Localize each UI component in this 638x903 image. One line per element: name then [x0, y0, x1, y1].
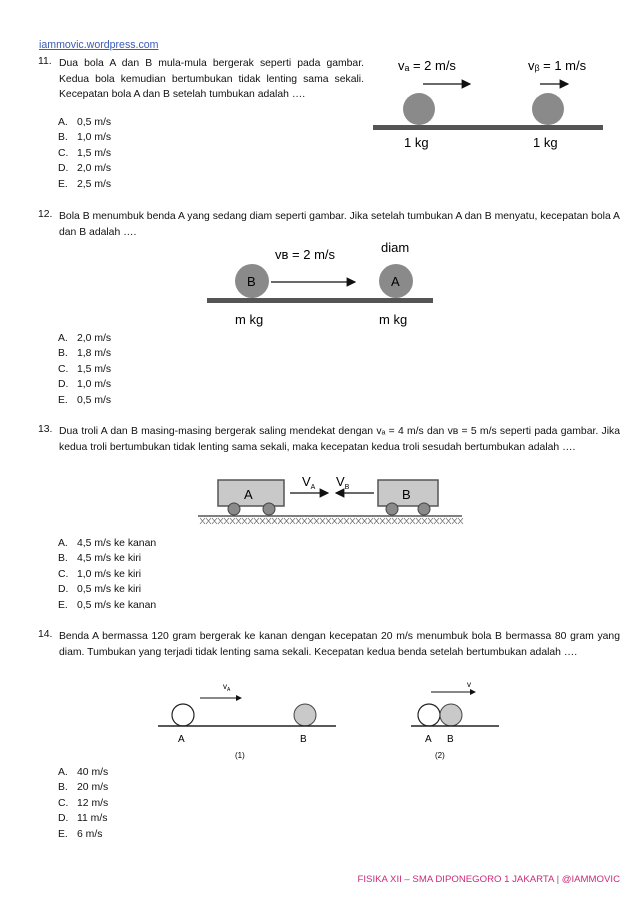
options-14 — [58, 765, 108, 842]
velocity-b-label: vʙ = 2 m/s — [275, 247, 336, 262]
ball-b — [532, 93, 564, 125]
figure-q11 — [368, 52, 608, 152]
option[interactable]: C. 1,0 m/s ke kiri — [58, 568, 142, 580]
question-number: 11. — [38, 56, 52, 67]
ball-b — [294, 704, 316, 726]
question-text: Dua bola A dan B mula-mula bergerak seperti pada gambar. Kedua bola kemudian bertumbukan tidak lenting sama sekali. Kecepatan bola A dan B setelah tumbukan adalah …. — [59, 58, 364, 100]
option[interactable]: B. 4,5 m/s ke kiri — [58, 553, 142, 565]
velocity-a-label: vₐ = 2 m/s — [398, 58, 456, 73]
figure-q13 — [198, 468, 464, 530]
question-text: Dua troli A dan B masing-masing bergerak saling mendekat dengan vₐ = 4 m/s dan vʙ = 5 m/s seperti pada gambar. Jika kedua troli bertumbukan tidak lenting sama sekali, maka kecepatan kedua troli sesudah bertumbukan adalah …. — [59, 426, 620, 453]
footer-separator: | — [556, 874, 560, 885]
option[interactable]: C. 1,5 m/s — [58, 363, 112, 375]
option[interactable]: A. 4,5 m/s ke kanan — [58, 538, 157, 549]
question-number: 12. — [38, 209, 53, 220]
figure-q12 — [205, 240, 435, 330]
mass-a-label: 1 kg — [404, 135, 429, 150]
caption-1: (1) — [235, 751, 245, 760]
options-13 — [58, 536, 156, 613]
site-link[interactable]: iammovic.wordpress.com — [39, 39, 159, 51]
footer-handle: @IAMMOVIC — [561, 874, 620, 885]
velocity-a-label: $v_A$ — [223, 682, 231, 693]
option[interactable]: D. 2,0 m/s — [58, 163, 112, 175]
option[interactable]: A. 0,5 m/s — [58, 117, 112, 128]
question-text: Bola B menumbuk benda A yang sedang diam seperti gambar. Jika setelah tumbukan A dan B menyatu, kecepatan bola A dan B adalah …. — [59, 211, 620, 238]
wheel-icon — [263, 503, 275, 515]
question-number: 13. — [38, 424, 53, 435]
option[interactable]: B. 1,0 m/s — [58, 132, 112, 144]
floor — [373, 125, 603, 130]
option[interactable]: E. 0,5 m/s ke kanan — [58, 599, 157, 611]
cart-a-label: A — [244, 487, 253, 502]
mass-b-label: 1 kg — [533, 135, 558, 150]
label-b: B — [300, 734, 307, 745]
ground-hatch — [200, 518, 463, 524]
velocity-label: v — [467, 680, 471, 689]
velocity-a-label: $V_A$ — [302, 474, 316, 491]
ball-a — [403, 93, 435, 125]
option[interactable]: E. 6 m/s — [58, 828, 103, 840]
mass-a-label: m kg — [379, 312, 408, 327]
ball-a-label: A — [391, 274, 400, 289]
label-b: B — [447, 734, 454, 745]
wheel-icon — [418, 503, 430, 515]
velocity-b-label: $V_B$ — [336, 474, 350, 491]
velocity-b-label: vᵦ = 1 m/s — [528, 58, 587, 73]
question-number: 14. — [38, 629, 53, 640]
option[interactable]: E. 2,5 m/s — [58, 178, 112, 190]
option[interactable]: A. 2,0 m/s — [58, 333, 112, 344]
ball-b-label: B — [247, 274, 256, 289]
option[interactable]: D. 11 m/s — [58, 813, 108, 825]
footer — [358, 874, 620, 885]
mass-b-label: m kg — [235, 312, 264, 327]
option[interactable]: D. 1,0 m/s — [58, 379, 112, 391]
question-text: Benda A bermassa 120 gram bergerak ke kanan dengan kecepatan 20 m/s menumbuk bola B bermassa 80 gram yang diam. Tumbukan yang terjadi tidak lenting sama sekali. Kecepatan kedua benda setelah bertumbukan adalah …. — [59, 631, 620, 658]
option[interactable]: A. 40 m/s — [58, 767, 109, 778]
floor — [207, 298, 433, 303]
options-11 — [58, 115, 111, 192]
option[interactable]: C. 1,5 m/s — [58, 147, 112, 159]
option[interactable]: B. 20 m/s — [58, 782, 109, 794]
rest-label: diam — [381, 240, 410, 255]
option[interactable]: C. 12 m/s — [58, 797, 109, 809]
figure-q14 — [155, 676, 505, 762]
wheel-icon — [228, 503, 240, 515]
options-12 — [58, 331, 111, 408]
label-a: A — [425, 734, 432, 745]
wheel-icon — [386, 503, 398, 515]
option[interactable]: B. 1,8 m/s — [58, 348, 112, 360]
ball-b — [440, 704, 462, 726]
option[interactable]: D. 0,5 m/s ke kiri — [58, 584, 142, 596]
ball-a — [418, 704, 440, 726]
footer-course: FISIKA XII – SMA DIPONEGORO 1 JAKARTA — [357, 874, 554, 885]
caption-2: (2) — [435, 751, 445, 760]
cart-b-label: B — [402, 487, 411, 502]
label-a: A — [178, 734, 185, 745]
option[interactable]: E. 0,5 m/s — [58, 394, 112, 406]
ball-a — [172, 704, 194, 726]
